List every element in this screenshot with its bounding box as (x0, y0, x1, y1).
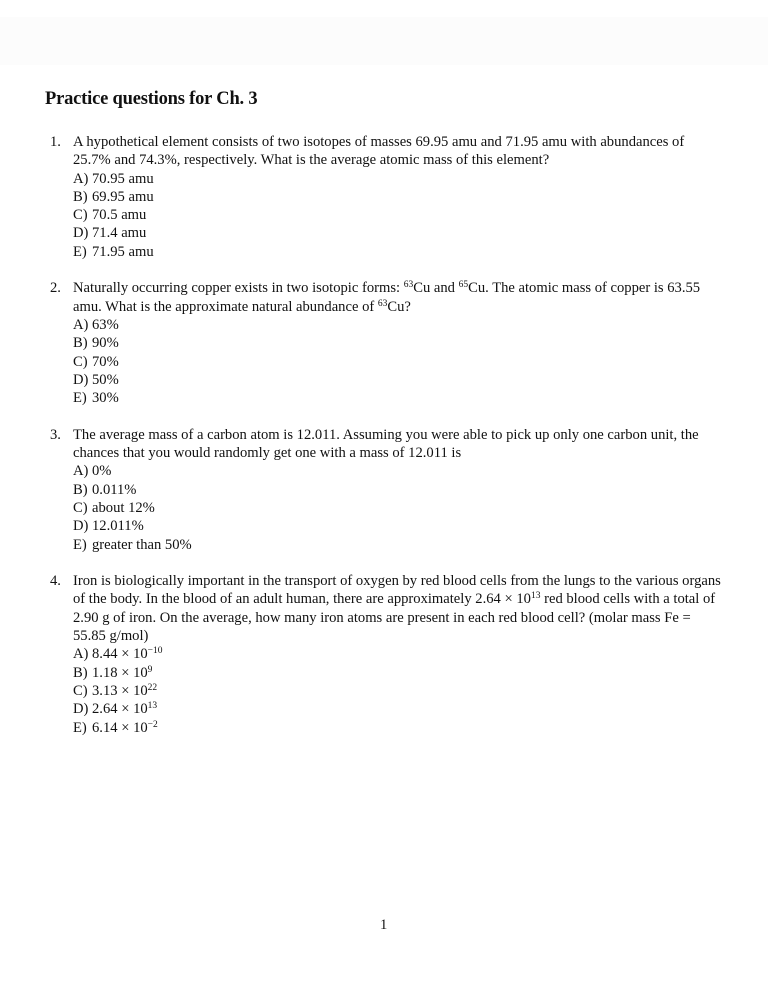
question-1 (0, 133, 723, 261)
option-a[interactable] (73, 645, 723, 663)
text-segment: red blood cells with a total of 2.90 g of iron. On the average, how many iron atoms are present in each red blood cell? (molar mass Fe = 55.85 g/mol) (73, 591, 716, 645)
text-segment: Naturally occurring copper exists in two isotopic forms: (73, 280, 404, 297)
option-c[interactable] (73, 499, 723, 517)
option-letter: B) (73, 481, 88, 498)
option-text: 70.5 amu (92, 207, 147, 224)
option-c[interactable] (73, 206, 723, 224)
option-letter: D) (73, 225, 89, 242)
option-letter: B) (73, 335, 88, 352)
option-text: about 12% (92, 499, 155, 516)
page-number: 1 (380, 917, 388, 933)
question-4 (0, 572, 723, 737)
option-letter: C) (73, 353, 88, 370)
option-c[interactable] (73, 682, 723, 700)
answer-options (73, 645, 723, 736)
option-letter: C) (73, 207, 88, 224)
option-letter: C) (73, 682, 88, 699)
question-number: 4. (50, 573, 61, 590)
option-text: greater than 50% (92, 536, 192, 553)
isotope-superscript: 63 (403, 280, 414, 291)
option-letter: C) (73, 499, 88, 516)
option-letter: A) (73, 646, 89, 663)
question-2 (0, 279, 723, 407)
option-text: 0% (92, 463, 112, 480)
option-e[interactable] (73, 389, 723, 407)
answer-options (73, 170, 723, 261)
question-number: 3. (50, 426, 61, 443)
option-c[interactable] (73, 353, 723, 371)
option-text: 12.011% (92, 518, 144, 535)
option-text: 0.011% (92, 481, 137, 498)
answer-options (73, 316, 723, 407)
option-text: 70.95 amu (92, 170, 154, 187)
option-text: 50% (92, 371, 119, 388)
option-letter: B) (73, 664, 88, 681)
option-a[interactable] (73, 462, 723, 480)
option-letter: E) (73, 536, 87, 553)
option-exponent: 9 (147, 664, 153, 675)
option-text: 90% (92, 335, 119, 352)
option-exponent: −2 (147, 719, 158, 730)
question-text (73, 572, 723, 645)
option-base: 2.64 × 10 (92, 701, 148, 718)
option-letter: D) (73, 518, 89, 535)
question-text: A hypothetical element consists of two isotopes of masses 69.95 amu and 71.95 amu with abundances of 25.7% and 74.3%, respectively. What is the average atomic mass of this element? (73, 134, 685, 169)
question-3 (0, 426, 723, 554)
option-text: 71.95 amu (92, 243, 154, 260)
isotope-superscript: 63 (377, 298, 388, 309)
text-segment: Cu? (387, 298, 411, 315)
exponent-superscript: 13 (530, 591, 541, 602)
option-d[interactable] (73, 371, 723, 389)
question-list (0, 133, 768, 755)
question-number: 2. (50, 280, 61, 297)
option-letter: A) (73, 316, 89, 333)
option-text: 30% (92, 390, 119, 407)
text-segment: Cu and (413, 280, 459, 297)
option-exponent: 22 (147, 682, 158, 693)
option-base: 6.14 × 10 (92, 719, 148, 736)
option-a[interactable] (73, 316, 723, 334)
option-a[interactable] (73, 170, 723, 188)
option-text: 63% (92, 316, 119, 333)
isotope-superscript: 65 (458, 280, 469, 291)
option-text: 71.4 amu (92, 225, 147, 242)
text-segment: Cu. The atomic mass of copper is 63.55 amu. What is the approximate natural abundance of (73, 280, 701, 315)
option-d[interactable] (73, 224, 723, 242)
option-letter: E) (73, 719, 87, 736)
option-base: 3.13 × 10 (92, 682, 148, 699)
question-number: 1. (50, 134, 61, 150)
option-exponent: −10 (147, 646, 163, 657)
option-text: 69.95 amu (92, 188, 154, 205)
text-segment: Iron is biologically important in the transport of oxygen by red blood cells from the lungs to the various organs of the body. In the blood of an adult human, there are approximately 2.64 × 10 (73, 573, 721, 608)
option-b[interactable] (73, 188, 723, 206)
option-b[interactable] (73, 334, 723, 352)
option-b[interactable] (73, 481, 723, 499)
page-title: Practice questions for Ch. 3 (45, 89, 258, 109)
option-base: 1.18 × 10 (92, 664, 148, 681)
question-text (73, 279, 723, 316)
option-d[interactable] (73, 700, 723, 718)
header-band (0, 17, 768, 65)
option-letter: D) (73, 371, 89, 388)
option-letter: E) (73, 243, 87, 260)
option-letter: A) (73, 463, 89, 480)
option-letter: E) (73, 390, 87, 407)
option-letter: D) (73, 701, 89, 718)
option-b[interactable] (73, 664, 723, 682)
option-letter: B) (73, 188, 88, 205)
option-e[interactable] (73, 536, 723, 554)
question-text: The average mass of a carbon atom is 12.011. Assuming you were able to pick up only one carbon unit, the chances that you would randomly get one with a mass of 12.011 is (73, 426, 699, 462)
option-e[interactable] (73, 719, 723, 737)
option-e[interactable] (73, 243, 723, 261)
option-base: 8.44 × 10 (92, 646, 148, 663)
option-text: 70% (92, 353, 119, 370)
option-d[interactable] (73, 517, 723, 535)
option-letter: A) (73, 170, 89, 187)
option-exponent: 13 (147, 701, 158, 712)
answer-options (73, 462, 723, 553)
